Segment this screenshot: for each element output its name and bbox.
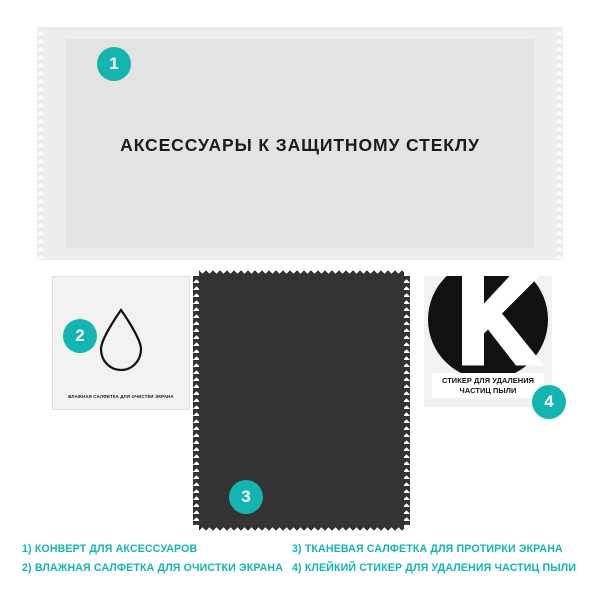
legend-column-left (22, 543, 283, 574)
sticker-label-line-2: ЧАСТИЦ ПЫЛИ (459, 385, 517, 395)
letter-k-logo-icon (424, 276, 552, 389)
cloth-serrated-edge-top (199, 270, 404, 277)
sticker-label-line-1: СТИКЕР ДЛЯ УДАЛЕНИЯ (441, 376, 535, 385)
cloth-serrated-edge-left (193, 276, 200, 525)
envelope-title: АКСЕССУАРЫ К ЗАЩИТНОМУ СТЕКЛУ (120, 135, 480, 155)
legend-item-1: 1) КОНВЕРТ ДЛЯ АКСЕССУАРОВ (22, 543, 198, 555)
legend-column-right (292, 543, 582, 574)
legend-item-4: 4) КЛЕЙКИЙ СТИКЕР ДЛЯ УДАЛЕНИЯ ЧАСТИЦ ПЫЛИ (292, 562, 577, 574)
callout-badge-3: 3 (229, 480, 263, 514)
legend (22, 543, 582, 574)
callout-badge-1: 1 (97, 47, 131, 81)
dust-removal-sticker (424, 276, 552, 407)
legend-item-3: 3) ТКАНЕВАЯ САЛФЕТКА ДЛЯ ПРОТИРКИ ЭКРАНА (292, 543, 563, 555)
sticker-label (432, 373, 544, 398)
cloth-serrated-edge-right (403, 276, 410, 525)
callout-badge-4: 4 (532, 385, 566, 419)
microfiber-cloth (199, 276, 404, 525)
envelope-serrated-edge-right (555, 27, 563, 260)
legend-item-2: 2) ВЛАЖНАЯ САЛФЕТКА ДЛЯ ОЧИСТКИ ЭКРАНА (22, 562, 284, 574)
cloth-serrated-edge-bottom (199, 524, 404, 531)
wet-wipe-caption: ВЛАЖНАЯ САЛФЕТКА ДЛЯ ОЧИСТКИ ЭКРАНА (68, 394, 174, 399)
callout-badge-2: 2 (63, 319, 97, 353)
water-drop-icon (95, 307, 147, 378)
